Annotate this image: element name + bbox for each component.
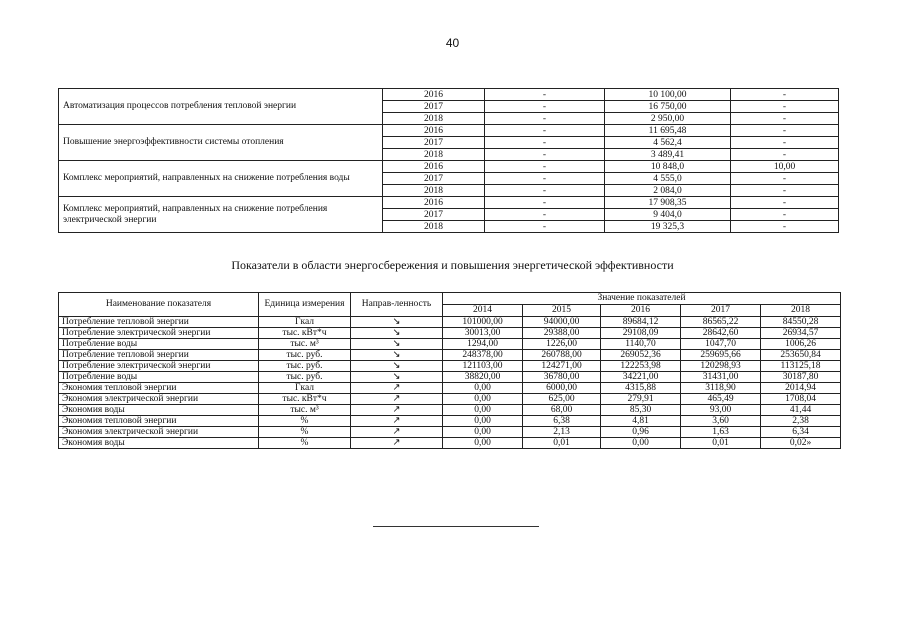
indicator-row <box>59 416 841 427</box>
measure-name: Комплекс мероприятий, направленных на снижение потребления электрической энергии <box>59 197 383 233</box>
indicator-unit: тыс. кВт*ч <box>259 394 351 405</box>
measure-cell: - <box>731 89 839 101</box>
direction-arrow-icon: ↘ <box>351 328 443 339</box>
indicator-value: 29388,00 <box>523 328 601 339</box>
indicator-value: 1140,70 <box>601 339 681 350</box>
measure-row <box>59 125 839 137</box>
indicator-value: 2,38 <box>761 416 841 427</box>
indicator-unit: тыс. м³ <box>259 339 351 350</box>
indicator-value: 0,00 <box>443 405 523 416</box>
indicator-value: 3,60 <box>681 416 761 427</box>
indicator-value: 0,00 <box>443 427 523 438</box>
indicator-value: 6,34 <box>761 427 841 438</box>
measure-cell: - <box>485 209 605 221</box>
measure-cell: - <box>485 137 605 149</box>
measure-year: 2016 <box>383 197 485 209</box>
indicator-value: 1226,00 <box>523 339 601 350</box>
measure-year: 2017 <box>383 137 485 149</box>
measure-cell: - <box>731 209 839 221</box>
indicator-row <box>59 317 841 328</box>
indicator-unit: тыс. кВт*ч <box>259 328 351 339</box>
indicator-name: Экономия тепловой энергии <box>59 416 259 427</box>
indicator-row <box>59 383 841 394</box>
measure-year: 2017 <box>383 209 485 221</box>
measure-cell: - <box>485 161 605 173</box>
indicator-unit: Гкал <box>259 383 351 394</box>
measure-value: 19 325,3 <box>605 221 731 233</box>
indicator-name: Экономия воды <box>59 438 259 449</box>
measure-value: 3 489,41 <box>605 149 731 161</box>
header-year: 2018 <box>761 305 841 317</box>
indicator-value: 279,91 <box>601 394 681 405</box>
indicator-value: 84550,28 <box>761 317 841 328</box>
direction-arrow-icon: ↘ <box>351 317 443 328</box>
indicator-unit: % <box>259 427 351 438</box>
indicator-value: 0,01 <box>523 438 601 449</box>
direction-arrow-icon: ↘ <box>351 372 443 383</box>
indicator-value: 6,38 <box>523 416 601 427</box>
measure-name: Автоматизация процессов потребления тепловой энергии <box>59 89 383 125</box>
page-number: 40 <box>445 36 460 50</box>
indicator-value: 31431,00 <box>681 372 761 383</box>
direction-arrow-icon: ↘ <box>351 350 443 361</box>
indicator-name: Потребление тепловой энергии <box>59 350 259 361</box>
measure-cell: - <box>485 101 605 113</box>
measure-cell: 10,00 <box>731 161 839 173</box>
measure-cell: - <box>485 197 605 209</box>
indicator-value: 248378,00 <box>443 350 523 361</box>
measure-cell: - <box>485 149 605 161</box>
indicator-value: 26934,57 <box>761 328 841 339</box>
indicator-value: 1294,00 <box>443 339 523 350</box>
indicator-row <box>59 372 841 383</box>
header-values: Значение показателей <box>443 293 841 305</box>
measure-cell: - <box>731 137 839 149</box>
measure-year: 2018 <box>383 149 485 161</box>
measure-cell: - <box>485 185 605 197</box>
indicator-name: Потребление электрической энергии <box>59 361 259 372</box>
header-year: 2015 <box>523 305 601 317</box>
indicator-unit: тыс. м³ <box>259 405 351 416</box>
indicator-value: 1047,70 <box>681 339 761 350</box>
indicator-value: 1,63 <box>681 427 761 438</box>
indicator-name: Потребление электрической энергии <box>59 328 259 339</box>
measure-cell: - <box>731 221 839 233</box>
indicator-value: 41,44 <box>761 405 841 416</box>
indicator-row <box>59 438 841 449</box>
indicator-row <box>59 405 841 416</box>
indicator-value: 269052,36 <box>601 350 681 361</box>
section-title: Показатели в области энергосбережения и повышения энергетической эффективности <box>231 258 674 272</box>
measure-cell: - <box>485 113 605 125</box>
indicator-value: 0,02» <box>761 438 841 449</box>
measure-cell: - <box>485 173 605 185</box>
direction-arrow-icon: ↗ <box>351 394 443 405</box>
indicator-name: Потребление воды <box>59 372 259 383</box>
indicator-value: 101000,00 <box>443 317 523 328</box>
measure-value: 4 562,4 <box>605 137 731 149</box>
indicator-value: 260788,00 <box>523 350 601 361</box>
indicator-name: Потребление воды <box>59 339 259 350</box>
indicator-value: 38820,00 <box>443 372 523 383</box>
header-unit: Единица измерения <box>259 293 351 317</box>
measure-value: 11 695,48 <box>605 125 731 137</box>
indicator-value: 86565,22 <box>681 317 761 328</box>
measure-row <box>59 197 839 209</box>
indicators-table <box>58 292 841 449</box>
direction-arrow-icon: ↘ <box>351 361 443 372</box>
measure-cell: - <box>731 125 839 137</box>
measure-year: 2017 <box>383 173 485 185</box>
indicator-value: 2,13 <box>523 427 601 438</box>
measure-value: 17 908,35 <box>605 197 731 209</box>
header-year: 2014 <box>443 305 523 317</box>
indicator-value: 30187,80 <box>761 372 841 383</box>
indicator-value: 4,81 <box>601 416 681 427</box>
header-direction: Направ-ленность <box>351 293 443 317</box>
measure-cell: - <box>731 101 839 113</box>
measure-year: 2016 <box>383 89 485 101</box>
indicator-value: 0,96 <box>601 427 681 438</box>
measure-year: 2016 <box>383 125 485 137</box>
measure-year: 2018 <box>383 113 485 125</box>
indicator-value: 113125,18 <box>761 361 841 372</box>
measure-value: 10 848,0 <box>605 161 731 173</box>
measure-year: 2018 <box>383 185 485 197</box>
measure-year: 2017 <box>383 101 485 113</box>
measure-value: 10 100,00 <box>605 89 731 101</box>
indicator-value: 36780,00 <box>523 372 601 383</box>
header-year: 2016 <box>601 305 681 317</box>
measure-value: 9 404,0 <box>605 209 731 221</box>
direction-arrow-icon: ↗ <box>351 405 443 416</box>
footer-divider <box>373 526 539 527</box>
indicator-name: Экономия электрической энергии <box>59 394 259 405</box>
indicator-name: Потребление тепловой энергии <box>59 317 259 328</box>
indicator-value: 465,49 <box>681 394 761 405</box>
indicator-value: 94000,00 <box>523 317 601 328</box>
indicator-value: 625,00 <box>523 394 601 405</box>
measures-table <box>58 88 839 233</box>
indicator-unit: тыс. руб. <box>259 372 351 383</box>
measure-value: 4 555,0 <box>605 173 731 185</box>
measure-row <box>59 161 839 173</box>
measure-value: 16 750,00 <box>605 101 731 113</box>
indicator-value: 1708,04 <box>761 394 841 405</box>
measure-cell: - <box>485 125 605 137</box>
measure-cell: - <box>485 221 605 233</box>
indicator-row <box>59 394 841 405</box>
indicator-value: 28642,60 <box>681 328 761 339</box>
indicator-value: 122253,98 <box>601 361 681 372</box>
indicator-name: Экономия электрической энергии <box>59 427 259 438</box>
measure-name: Комплекс мероприятий, направленных на снижение потребления воды <box>59 161 383 197</box>
indicator-value: 253650,84 <box>761 350 841 361</box>
indicator-value: 89684,12 <box>601 317 681 328</box>
direction-arrow-icon: ↗ <box>351 427 443 438</box>
indicator-value: 30013,00 <box>443 328 523 339</box>
direction-arrow-icon: ↗ <box>351 416 443 427</box>
indicator-unit: % <box>259 416 351 427</box>
indicator-value: 0,00 <box>443 438 523 449</box>
measure-cell: - <box>731 197 839 209</box>
indicator-value: 68,00 <box>523 405 601 416</box>
measure-cell: - <box>731 173 839 185</box>
indicator-value: 0,00 <box>443 394 523 405</box>
indicator-value: 2014,94 <box>761 383 841 394</box>
measure-value: 2 950,00 <box>605 113 731 125</box>
measure-year: 2016 <box>383 161 485 173</box>
measure-year: 2018 <box>383 221 485 233</box>
indicator-row <box>59 350 841 361</box>
measure-row <box>59 89 839 101</box>
indicator-unit: тыс. руб. <box>259 350 351 361</box>
indicator-value: 3118,90 <box>681 383 761 394</box>
measure-cell: - <box>731 113 839 125</box>
measure-value: 2 084,0 <box>605 185 731 197</box>
direction-arrow-icon: ↗ <box>351 383 443 394</box>
indicator-row <box>59 339 841 350</box>
indicator-value: 121103,00 <box>443 361 523 372</box>
indicator-value: 0,00 <box>443 416 523 427</box>
indicator-value: 1006,26 <box>761 339 841 350</box>
indicator-value: 0,00 <box>601 438 681 449</box>
indicator-value: 124271,00 <box>523 361 601 372</box>
indicator-value: 85,30 <box>601 405 681 416</box>
indicator-value: 4315,88 <box>601 383 681 394</box>
indicator-value: 0,01 <box>681 438 761 449</box>
measure-cell: - <box>731 185 839 197</box>
measure-cell: - <box>485 89 605 101</box>
indicator-value: 0,00 <box>443 383 523 394</box>
indicator-value: 259695,66 <box>681 350 761 361</box>
indicator-unit: % <box>259 438 351 449</box>
measure-name: Повышение энергоэффективности системы отопления <box>59 125 383 161</box>
header-name: Наименование показателя <box>59 293 259 317</box>
indicator-row <box>59 427 841 438</box>
indicator-value: 34221,00 <box>601 372 681 383</box>
indicator-name: Экономия воды <box>59 405 259 416</box>
indicator-value: 6000,00 <box>523 383 601 394</box>
direction-arrow-icon: ↘ <box>351 339 443 350</box>
header-year: 2017 <box>681 305 761 317</box>
measure-cell: - <box>731 149 839 161</box>
indicator-row <box>59 328 841 339</box>
indicator-value: 120298,93 <box>681 361 761 372</box>
indicator-value: 93,00 <box>681 405 761 416</box>
indicator-unit: тыс. руб. <box>259 361 351 372</box>
indicator-unit: Гкал <box>259 317 351 328</box>
indicator-row <box>59 361 841 372</box>
direction-arrow-icon: ↗ <box>351 438 443 449</box>
indicator-name: Экономия тепловой энергии <box>59 383 259 394</box>
indicator-value: 29108,09 <box>601 328 681 339</box>
